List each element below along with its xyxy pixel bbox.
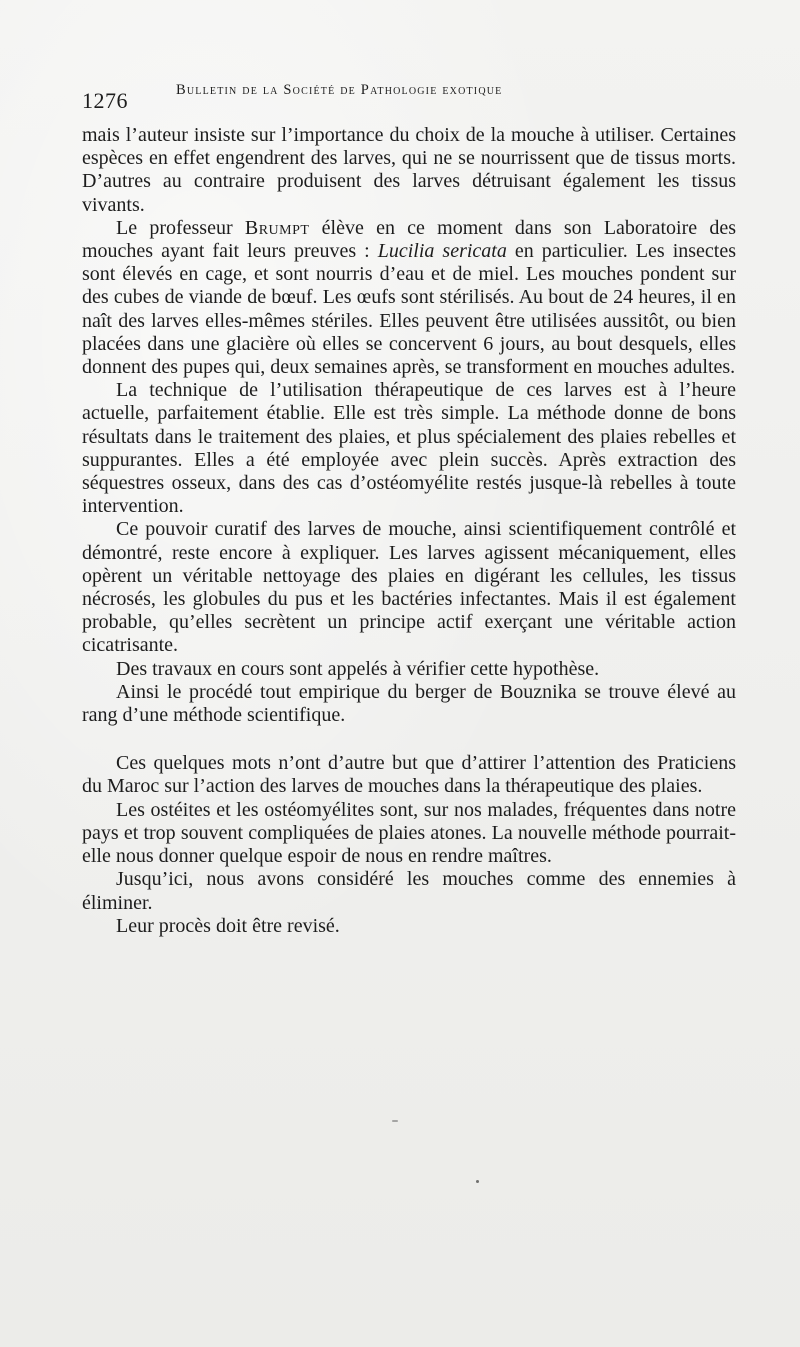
paragraph-5: Des travaux en cours sont appelés à vérifier cette hypothèse. <box>116 657 600 680</box>
paragraph-2-lead: Le professeur <box>116 216 245 239</box>
paragraph-6: Ainsi le procédé tout empirique du berger de Bouznika se trouve élevé au rang d’une méthode scientifique. <box>82 680 736 727</box>
paragraph-4: Ce pouvoir curatif des larves de mouche, ainsi scientifiquement contrôlé et démontré, reste encore à expliquer. Les larves agissent mécaniquement, elles opèrent un véritable nettoyage des plaies en digérant les cellules, les tissus nécrosés, les globules du pus et les bactéries infectantes. Mais il est également probable, qu’elles secrètent un principe actif exerçant une véritable action cicatrisante. <box>82 518 736 657</box>
paragraph-7: Ces quelques mots n’ont d’autre but que d’attirer l’attention des Praticiens du Maroc sur l’action des larves de mouches dans la thérapeutique des plaies. <box>82 752 736 798</box>
paragraph-8: Les ostéites et les ostéomyélites sont, sur nos malades, fréquentes dans notre pays et trop souvent compliquées de plaies atones. La nouvelle méthode pourrait-elle nous donner quelque espoir de nous en rendre maîtres. <box>82 798 736 868</box>
page-number: 1276 <box>82 88 128 113</box>
paragraph-2-middle: élève en ce moment dans son Laboratoire des mouches ayant fait leurs preuves : <box>82 216 736 263</box>
ink-speck <box>476 1180 479 1183</box>
paragraph-10: Leur procès doit être revisé. <box>116 914 340 937</box>
paragraph-1: mais l’auteur insiste sur l’importance du choix de la mouche à utiliser. Certaines espèces en effet engendrent des larves, qui ne se nourrissent que de tissus morts. D’autres au contraire produisent des larves détruisant également les tissus vivants. <box>82 124 736 216</box>
journal-title: Bulletin de la Société de Pathologie exotique <box>176 82 503 98</box>
paragraph-2 <box>82 217 736 379</box>
paragraph-2-rest: en particulier. Les insectes sont élevés en cage, et sont nourris d’eau et de miel. Les mouches pondent sur des cubes de viande de bœuf. Les œufs sont stérilisés. Au bout de 24 heures, il en naît des larves elles-mêmes stériles. Elles peuvent être utilisées aussitôt, ou bien placées dans une glacière où elles se concervent 6 jours, au bout desquels, elles donnent des pupes qui, deux semaines après, se transforment en mouches adultes. <box>82 240 737 379</box>
paragraph-3: La technique de l’utilisation thérapeutique de ces larves est à l’heure actuelle, parfaitement établie. Elle est très simple. La méthode donne de bons résultats dans le traitement des plaies, et plus spécialement des plaies rebelles et suppurantes. Elles a été employée avec plein succès. Après extraction des séquestres osseux, dans des cas d’ostéomyélite restés jusque-là rebelles à toute intervention. <box>82 379 736 518</box>
running-head <box>82 82 742 112</box>
paragraph-9: Jusqu’ici, nous avons considéré les mouches comme des ennemies à éliminer. <box>82 868 736 914</box>
ink-speck <box>392 1120 398 1122</box>
author-name-brumpt: Brumpt <box>244 216 310 239</box>
species-name: Lucilia sericata <box>377 240 507 263</box>
article-body <box>82 124 736 938</box>
